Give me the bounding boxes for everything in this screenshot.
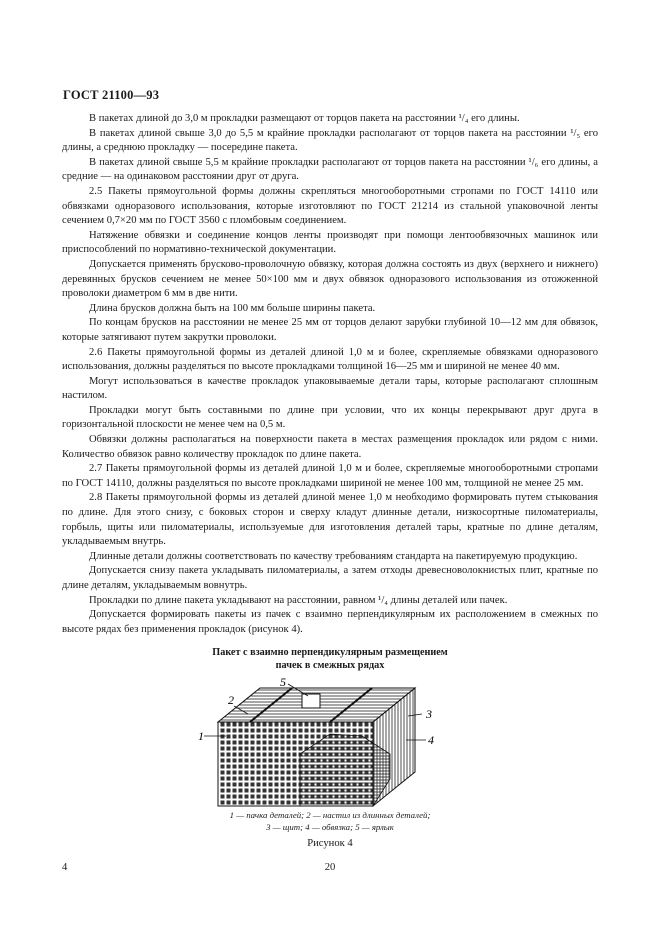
paragraph: Допускается формировать пакеты из пачек с взаимно перпендикулярным их расположением в смежных по высоте рядах без применения прокладок (рисунок 4).	[62, 609, 598, 635]
paragraph: В пакетах длиной свыше 3,0 до 5,5 м крайние прокладки располагают от торцов пакета на расстоянии ¹/₅ его длины, а среднюю прокладку — посередине пакета.	[62, 127, 598, 154]
figure-title-line: Пакет с взаимно перпендикулярным размещением	[212, 647, 448, 658]
figure-label: Рисунок 4	[307, 838, 353, 849]
paragraph: Могут использоваться в качестве прокладок упаковываемые детали тары, которые располагают сплошным настилом.	[62, 375, 598, 402]
caption-line: 1 — пачка деталей; 2 — настил из длинных деталей;	[229, 810, 431, 820]
side-number: 4	[62, 862, 68, 873]
callout-label: 5	[280, 675, 286, 689]
figure-drawing	[190, 674, 460, 814]
document-header: ГОСТ 21100—93	[63, 88, 160, 102]
paragraph: В пакетах длиной свыше 5,5 м крайние прокладки располагают от торцов пакета на расстоянии ¹/₆ его длины, а средние — на одинаковом расстоянии друг от друга.	[62, 156, 598, 183]
paragraph: 2.7 Пакеты прямоугольной формы из деталей длиной 1,0 м и более, скрепляемые многооборотными стропами по ГОСТ 14110, должны разделяться по высоте прокладками шириной не менее 100 мм, толщиной не менее 25 мм.	[62, 463, 598, 489]
paragraph: Натяжение обвязки и соединение концов ленты производят при помощи лентообвязочных машинок или приспособлений по нормативно-технической документации.	[62, 229, 598, 256]
callout-label: 3	[426, 707, 432, 721]
paragraph: Прокладки по длине пакета укладывают на расстоянии, равном ¹/₄ длины деталей или пачек.	[89, 594, 508, 606]
paragraph: По концам брусков на расстоянии не менее 25 мм от торцов делают зарубки глубиной 10—12 мм для обвязок, которые затягивают путем закрутки проволоки.	[62, 317, 598, 343]
paragraph: 2.6 Пакеты прямоугольной формы из деталей длиной 1,0 м и более, скрепляемые обвязками одноразового использования, должны разделяться по высоте прокладками толщиной 16—25 мм и шириной не менее 40 мм.	[62, 346, 598, 373]
paragraph: 2.5 Пакеты прямоугольной формы должны скрепляться многооборотными стропами по ГОСТ 14110 или обвязками одноразового использования, которые изготовляют по ГОСТ 21214 из стальной упаковочной ленты сечением 0,7×20 мм по ГОСТ 3560 с пломбовым соединением.	[62, 185, 598, 227]
body-text	[62, 112, 598, 637]
label-tag	[302, 694, 320, 708]
paragraph: Обвязки должны располагаться на поверхности пакета в местах размещения прокладок или рядом с ними. Количество обвязок равно количеству прокладок по длине пакета.	[62, 434, 598, 460]
caption-line: 3 — щит; 4 — обвязка; 5 — ярлык	[266, 821, 394, 832]
paragraph: Длина брусков должна быть на 100 мм больше ширины пакета.	[89, 302, 376, 314]
paragraph: Длинные детали должны соответствовать по качеству требованиям стандарта на пакетируемую продукцию.	[89, 550, 578, 562]
page-number: 20	[324, 862, 336, 873]
paragraph: Допускается снизу пакета укладывать пиломатериалы, а затем отходы древесноволокнистых плит, кратные по длине деталям, укладываемым вовнутрь.	[62, 565, 598, 591]
callout-label: 2	[228, 693, 234, 707]
paragraph: 2.8 Пакеты прямоугольной формы из деталей длиной менее 1,0 м необходимо формировать путем стыкования по длине. Для этого снизу, с боковых сторон и сверху кладут длинные детали, низкосортные пиломатериалы, горбыль, щиты или пиломатериалы, используемые для изготовления деталей тары, кратные по длине деталям, укладываемым внутрь.	[62, 492, 598, 548]
figure-title-line: пачек в смежных рядах	[275, 660, 385, 671]
callout-label: 1	[198, 729, 204, 743]
paragraph: Прокладки могут быть составными по длине при условии, что их концы перекрывают друг друга в горизонтальной плоскости не менее чем на 0,5 м.	[62, 404, 598, 431]
figure-caption	[62, 810, 598, 833]
package-illustration	[190, 674, 460, 814]
callout-label: 4	[428, 733, 434, 747]
paragraph: Допускается применять брусково-проволочную обвязку, которая должна состоять из двух (верхнего и нижнего) деревянных брусков сечением не менее 50×100 мм и двух обвязок одноразового использования из отожженной проволоки диаметром 6 мм в две нити.	[62, 258, 598, 300]
paragraph: В пакетах длиной до 3,0 м прокладки размещают от торцов пакета на расстоянии ¹/₄ его длины.	[89, 113, 520, 124]
figure-title	[62, 646, 598, 672]
